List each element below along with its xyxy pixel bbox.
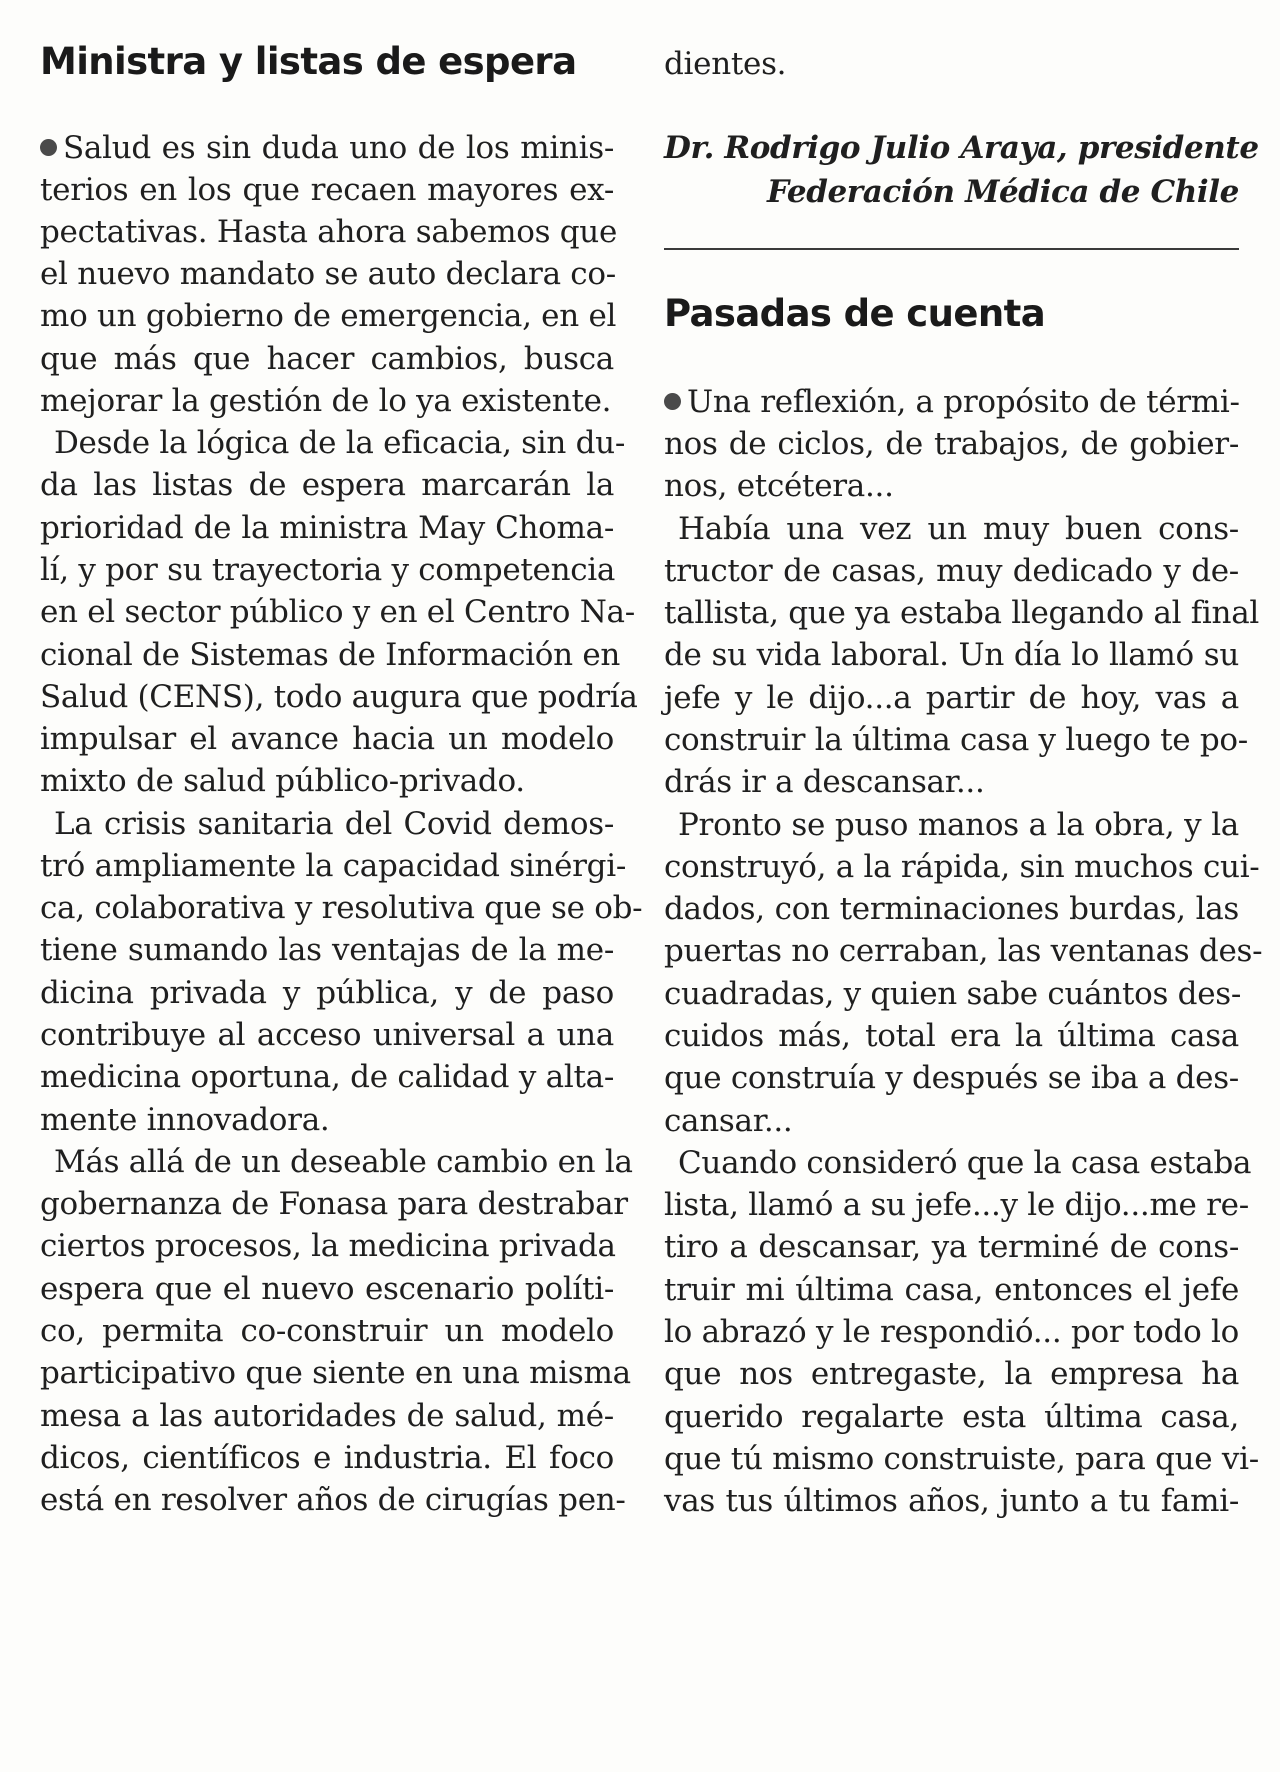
body-line: terios en los que recaen mayores ex- xyxy=(40,172,614,208)
body-line: querido regalarte esta última casa, xyxy=(664,1399,1239,1435)
body-line: ca, colaborativa y resolutiva que se ob- xyxy=(40,890,643,926)
body-line: nos de ciclos, de trabajos, de gobier- xyxy=(664,426,1239,462)
bullet-icon xyxy=(664,393,681,410)
body-line: da las listas de espera marcarán la xyxy=(40,467,614,503)
body-line: espera que el nuevo escenario políti- xyxy=(40,1271,614,1307)
body-line: medicina oportuna, de calidad y alta- xyxy=(40,1059,614,1095)
body-line: tallista, que ya estaba llegando al final xyxy=(664,595,1260,631)
body-line: tiene sumando las ventajas de la me- xyxy=(40,932,614,968)
body-line: cuidos más, total era la última casa xyxy=(664,1018,1239,1054)
body-line: contribuye al acceso universal a una xyxy=(40,1017,614,1053)
body-line: que construía y después se iba a des- xyxy=(664,1060,1239,1096)
body-line: tró ampliamente la capacidad sinérgi- xyxy=(40,848,626,884)
body-line: en el sector público y en el Centro Na- xyxy=(40,594,635,630)
body-line: Cuando consideró que la casa estaba xyxy=(678,1145,1252,1181)
body-line: cansar... xyxy=(664,1103,793,1139)
body-line: dados, con terminaciones burdas, las xyxy=(664,891,1239,927)
body-line: mesa a las autoridades de salud, mé- xyxy=(40,1398,614,1434)
body-line: está en resolver años de cirugías pen- xyxy=(40,1482,626,1518)
body-line: Pronto se puso manos a la obra, y la xyxy=(678,807,1239,843)
body-line: mo un gobierno de emergencia, en el xyxy=(40,298,617,334)
signature-title: Federación Médica de Chile xyxy=(766,174,1239,210)
body-line: de su vida laboral. Un día lo llamó su xyxy=(664,637,1239,673)
body-line: lista, llamó a su jefe...y le dijo...me re- xyxy=(664,1187,1249,1223)
body-line: lí, y por su trayectoria y competencia xyxy=(40,552,616,588)
body-line: mixto de salud público-privado. xyxy=(40,763,525,799)
body-line: impulsar el avance hacia un modelo xyxy=(40,721,614,757)
body-line: Salud (CENS), todo augura que podría xyxy=(40,679,638,715)
body-line: cuadradas, y quien sabe cuántos des- xyxy=(664,976,1242,1012)
body-line: pectativas. Hasta ahora sabemos que xyxy=(40,214,618,250)
body-line: nos, etcétera... xyxy=(664,468,894,504)
body-line: mejorar la gestión de lo ya existente. xyxy=(40,383,612,419)
body-line: Desde la lógica de la eficacia, sin du- xyxy=(54,425,626,461)
body-line: mente innovadora. xyxy=(40,1102,330,1138)
headline-pasadas: Pasadas de cuenta xyxy=(664,292,1046,335)
body-line: prioridad de la ministra May Choma- xyxy=(40,510,614,546)
body-line: jefe y le dijo...a partir de hoy, vas a xyxy=(664,680,1239,716)
body-line: ciertos procesos, la medicina privada xyxy=(40,1228,616,1264)
body-line: dientes. xyxy=(664,46,787,82)
body-line: vas tus últimos años, junto a tu fami- xyxy=(664,1483,1239,1519)
body-line: que tú mismo construiste, para que vi- xyxy=(664,1441,1259,1477)
body-line: dicina privada y pública, y de paso xyxy=(40,975,614,1011)
body-line: Más allá de un deseable cambio en la xyxy=(54,1144,633,1180)
headline-ministra: Ministra y listas de espera xyxy=(40,40,577,83)
body-line: que más que hacer cambios, busca xyxy=(40,341,614,377)
body-line: dicos, científicos e industria. El foco xyxy=(40,1440,614,1476)
body-line: Había una vez un muy buen cons- xyxy=(678,511,1239,547)
body-line: Una reflexión, a propósito de térmi- xyxy=(664,378,1239,426)
body-line: Salud es sin duda uno de los minis- xyxy=(40,124,614,172)
body-line: construir la última casa y luego te po- xyxy=(664,722,1248,758)
body-line: drás ir a descansar... xyxy=(664,764,985,800)
body-line: participativo que siente en una misma xyxy=(40,1355,631,1391)
signature-name: Dr. Rodrigo Julio Araya, presidente xyxy=(664,130,1259,166)
section-divider xyxy=(664,248,1239,250)
bullet-icon xyxy=(40,139,57,156)
body-line: truir mi última casa, entonces el jefe xyxy=(664,1272,1239,1308)
body-line: construyó, a la rápida, sin muchos cui- xyxy=(664,849,1260,885)
body-line: el nuevo mandato se auto declara co- xyxy=(40,256,616,292)
body-line: puertas no cerraban, las ventanas des- xyxy=(664,933,1263,969)
body-line: La crisis sanitaria del Covid demos- xyxy=(54,806,614,842)
body-line: gobernanza de Fonasa para destrabar xyxy=(40,1186,628,1222)
body-line: lo abrazó y le respondió... por todo lo xyxy=(664,1314,1239,1350)
body-line: cional de Sistemas de Información en xyxy=(40,637,621,673)
body-line: tiro a descansar, ya terminé de cons- xyxy=(664,1229,1239,1265)
body-line: co, permita co-construir un modelo xyxy=(40,1313,614,1349)
body-line: tructor de casas, muy dedicado y de- xyxy=(664,553,1239,589)
body-line: que nos entregaste, la empresa ha xyxy=(664,1356,1239,1392)
